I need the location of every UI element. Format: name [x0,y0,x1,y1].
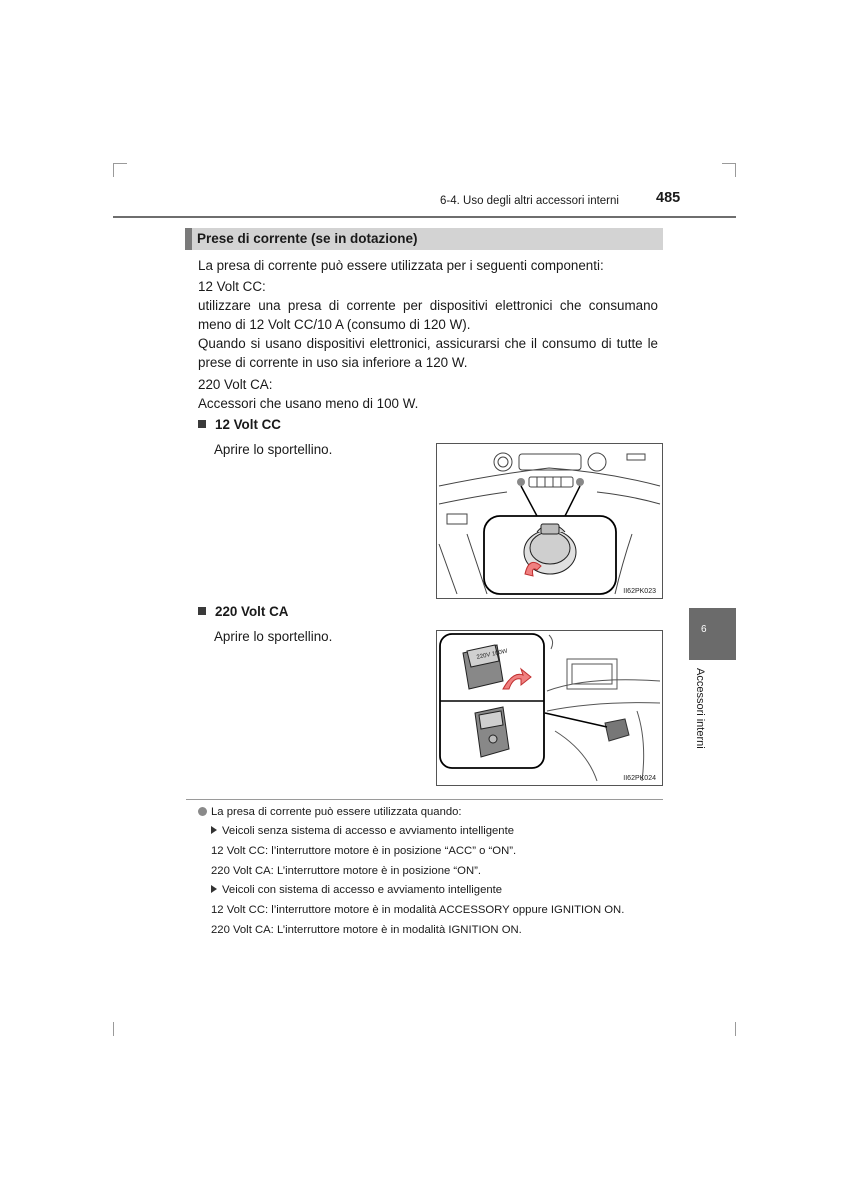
figure-220v-socket [436,630,663,786]
note-item-2-title [211,883,502,897]
cap-label-220v: 220V 100W [476,648,509,661]
triangle-bullet-icon [211,885,217,893]
figure-12v-socket [436,443,663,599]
subheading-12v [198,417,281,432]
subheading-220v-label: 220 Volt CA [215,604,289,619]
dc-label: 12 Volt CC: [198,279,266,294]
dc-warning: Quando si usano dispositivi elettronici, assicurarsi che il consumo di tutte le prese di corrente in uso sia inferiore a 120 W. [198,336,658,370]
triangle-bullet-icon [211,826,217,834]
square-bullet-icon [198,607,206,615]
notes-divider [186,799,663,800]
intro-text: La presa di corrente può essere utilizzata per i seguenti componenti: [198,258,604,273]
instruction-220v: Aprire lo sportellino. [214,629,333,644]
chapter-label: Accessori interni [694,668,706,749]
header-rule [113,216,736,218]
running-header: 6-4. Uso degli altri accessori interni [440,195,619,207]
figure-code-12v: II62PK023 [623,588,656,595]
crop-mark-bottom-left [113,1022,114,1036]
ac-description: Accessori che usano meno di 100 W. [198,396,419,411]
chapter-number: 6 [701,624,707,635]
crop-mark-top-right-h [722,163,736,164]
ac-label: 220 Volt CA: [198,377,273,392]
note-item-1-title-text: Veicoli senza sistema di accesso e avviamento intelligente [222,825,514,837]
dc-description: utilizzare una presa di corrente per dispositivi elettronici che consumano meno di 12 Volt CC/10 A (consumo di 120 W). [198,298,658,332]
figure-code-220v: II62PK024 [623,775,656,782]
dashboard-illustration [437,444,662,598]
crop-mark-top-left-h [113,163,127,164]
note-item-2-ac: 220 Volt CA: L’interruttore motore è in modalità IGNITION ON. [211,924,522,936]
subheading-12v-label: 12 Volt CC [215,417,281,432]
subheading-220v [198,604,288,619]
note-item-1-ac: 220 Volt CA: L’interruttore motore è in posizione “ON”. [211,865,481,877]
crop-mark-top-left-v [113,163,114,177]
note-item-1-title [211,824,514,838]
note-title-text: La presa di corrente può essere utilizzata quando: [211,806,462,818]
crop-mark-bottom-right [735,1022,736,1036]
note-item-2-dc: 12 Volt CC: l’interruttore motore è in modalità ACCESSORY oppure IGNITION ON. [211,904,625,916]
note-title [198,805,462,819]
page-number: 485 [656,190,681,206]
instruction-12v: Aprire lo sportellino. [214,442,333,457]
note-item-1-dc: 12 Volt CC: l’interruttore motore è in posizione “ACC” o “ON”. [211,845,517,857]
note-item-2-title-text: Veicoli con sistema di accesso e avviamento intelligente [222,884,503,896]
section-heading: Prese di corrente (se in dotazione) [185,228,663,250]
circle-bullet-icon [198,807,207,816]
crop-mark-top-right-v [735,163,736,177]
console-illustration [437,631,662,785]
chapter-tab [689,608,736,660]
square-bullet-icon [198,420,206,428]
